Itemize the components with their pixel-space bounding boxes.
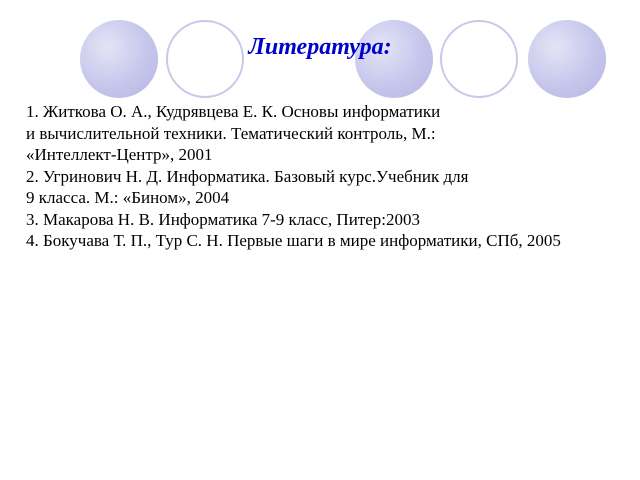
reference-line: 3. Макарова Н. В. Информатика 7-9 класс, Питер:2003 (26, 209, 420, 229)
reference-item-4 (26, 230, 614, 252)
reference-line: «Интеллект-Центр», 2001 (26, 145, 213, 164)
page-title: Литература: (248, 34, 392, 60)
reference-item-2 (26, 166, 614, 209)
reference-line: 2. Угринович Н. Д. Информатика. Базовый курс.Учебник для (26, 166, 469, 186)
reference-line: и вычислительной техники. Тематический контроль, М.: (26, 123, 436, 143)
reference-item-3 (26, 209, 614, 231)
reference-line: 9 класса. М.: «Бином», 2004 (26, 188, 230, 207)
reference-line: 1. Житкова О. А., Кудрявцева Е. К. Основы информатики (26, 102, 441, 121)
reference-line: 4. Бокучава Т. П., Тур С. Н. Первые шаги в мире информатики, СПб, 2005 (26, 231, 561, 250)
reference-item-1 (26, 101, 614, 166)
reference-list (26, 101, 614, 252)
